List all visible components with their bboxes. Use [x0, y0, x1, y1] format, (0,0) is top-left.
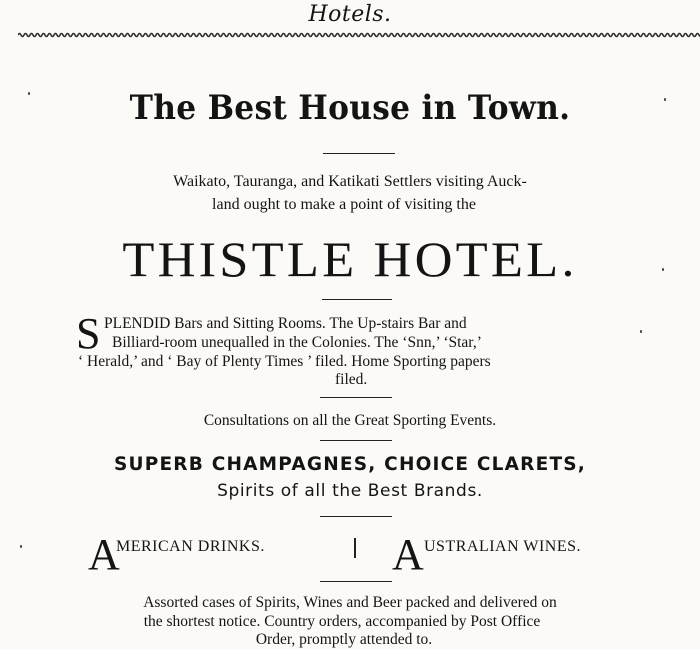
superb-line: SUPERB CHAMPAGNES, CHOICE CLARETS,: [113, 454, 587, 475]
divider-rule: [320, 397, 392, 398]
column-separator: [354, 538, 356, 558]
footer-line-2: the shortest notice. Country orders, accompanied by Post Office: [143, 613, 541, 630]
wavy-divider: [18, 30, 700, 40]
drop-cap-s: S: [76, 309, 101, 358]
splendid-line-2: Billiard-room unequalled in the Colonies. The ‘Snn,’ ‘Star,’: [112, 334, 482, 351]
print-speck: [640, 330, 642, 333]
drop-cap-a: A: [392, 530, 424, 579]
print-speck: [20, 545, 22, 548]
divider-rule: [323, 153, 395, 154]
headline: The Best House in Town.: [129, 88, 571, 128]
hotel-name: THISTLE HOTEL.: [122, 231, 578, 287]
divider-rule: [320, 440, 392, 441]
print-speck: [662, 268, 664, 271]
splendid-line-3: ‘ Herald,’ and ‘ Bay of Plenty Times ’ filed. Home Sporting papers: [78, 353, 491, 370]
splendid-line-4: filed.: [335, 371, 368, 388]
intro-line-2: land ought to make a point of visiting the: [212, 196, 476, 213]
print-speck: [28, 92, 30, 95]
divider-rule: [320, 516, 392, 517]
consultations-line: Consultations on all the Great Sporting Events.: [203, 412, 497, 429]
splendid-line-1: PLENDID Bars and Sitting Rooms. The Up-stairs Bar and: [104, 315, 467, 332]
intro-line-1: Waikato, Tauranga, and Katikati Settlers visiting Auck-: [173, 173, 527, 190]
divider-rule: [322, 299, 392, 300]
drop-cap-a: A: [88, 530, 120, 579]
spirits-line: Spirits of all the Best Brands.: [217, 481, 483, 501]
american-drinks: MERICAN DRINKS.: [116, 538, 265, 555]
australian-wines: USTRALIAN WINES.: [424, 538, 582, 555]
footer-line-3: Order, promptly attended to.: [255, 631, 433, 648]
footer-line-1: Assorted cases of Spirits, Wines and Beer packed and delivered on: [143, 594, 557, 611]
print-speck: [664, 98, 666, 101]
section-heading: Hotels.: [308, 2, 392, 27]
divider-rule: [320, 581, 392, 582]
